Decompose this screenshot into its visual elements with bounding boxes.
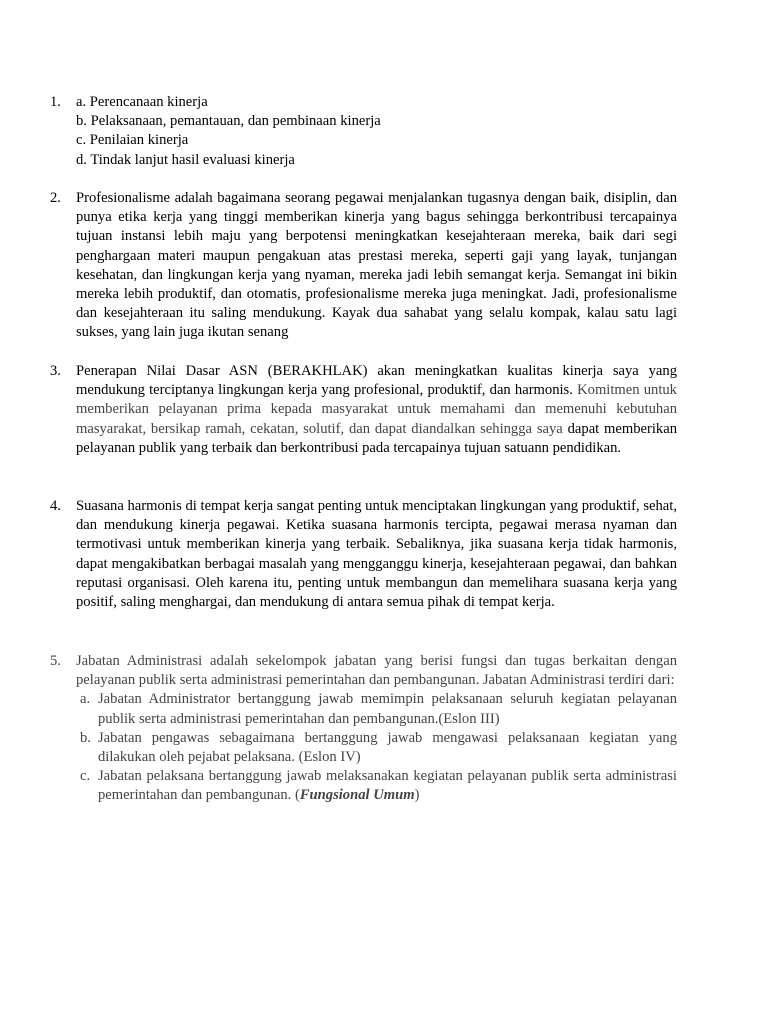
sub-item-text-main: Jabatan pelaksana bertanggung jawab melaksanakan kegiatan pelayanan publik serta administrasi pemerintahan dan pembangunan. (	[98, 768, 677, 804]
list-number: 1.	[50, 94, 61, 110]
list-item-1	[50, 93, 677, 170]
paragraph-text: dapat memberikan pelayanan publik yang terbaik dan berkontribusi pada tercapainya tujuan satuann pendidikan.	[76, 420, 677, 456]
sub-item-text: Jabatan Administrator bertanggung jawab memimpin pelaksanaan seluruh kegiatan pelayanan publik serta administrasi pemerintahan dan pembangunan.(Eslon III)	[98, 691, 677, 727]
paragraph: Jabatan Administrasi adalah sekelompok jabatan yang berisi fungsi dan tugas berkaitan dengan pelayanan publik serta administrasi pemerintahan dan pembangunan. Jabatan Administrasi terdiri dari:	[76, 653, 677, 689]
list-item-body	[76, 652, 677, 806]
list-item-body	[76, 93, 677, 170]
sub-letter: b.	[80, 729, 91, 746]
list-item-2	[50, 189, 677, 343]
paragraph: Suasana harmonis di tempat kerja sangat penting untuk menciptakan lingkungan yang produktif, sehat, dan mendukung kinerja pegawai. Ketika suasana harmonis tercipta, pegawai merasa nyaman dan termotivasi untuk memberikan kinerja yang terbaik. Sebaliknya, jika suasana kerja tidak harmonis, dapat mengakibatkan berbagai masalah yang mengganggu kinerja, kesejahteraan pegawai, dan bahkan reputasi organisasi. Oleh karena itu, penting untuk membangun dan memelihara suasana kerja yang positif, saling menghargai, dan mendukung di antara semua pihak di tempat kerja.	[76, 498, 677, 611]
list-item-3	[50, 362, 677, 458]
paragraph-text: Penerapan Nilai Dasar ASN (BERAKHLAK) akan meningkatkan kualitas kinerja saya yang mendukung terciptanya lingkungan kerja yang profesional, produktif, dan harmonis.	[76, 363, 677, 399]
list-number: 3.	[50, 363, 61, 379]
sub-item-c	[76, 767, 677, 805]
sub-item-b	[76, 729, 677, 767]
list-item-4	[50, 497, 677, 612]
sub-line: d. Tindak lanjut hasil evaluasi kinerja	[76, 151, 295, 168]
sub-item-text: Jabatan pengawas sebagaimana bertanggung jawab mengawasi pelaksanaan kegiatan yang dilakukan oleh pejabat pelaksana. (Eslon IV)	[98, 729, 677, 766]
list-item-5	[50, 652, 677, 806]
sub-letter: c.	[80, 768, 91, 785]
sub-line: a. Perencanaan kinerja	[76, 94, 208, 110]
sub-item-text	[98, 767, 677, 805]
paragraph-text-grey: Komitmen untuk memberikan pelayanan prima kepada masyarakat untuk memahami dan memenuhi kebutuhan masyarakat, bersikap ramah, cekatan, solutif, dan dapat diandalkan sehingga saya	[76, 382, 677, 437]
list-number: 4.	[50, 498, 61, 514]
paragraph	[76, 362, 677, 458]
emphasis-text: Fungsional Umum	[299, 787, 415, 804]
sub-item-a	[76, 690, 677, 728]
list-number: 5.	[50, 653, 61, 669]
sub-line: b. Pelaksanaan, pemantauan, dan pembinaan kinerja	[76, 113, 381, 130]
paragraph: Profesionalisme adalah bagaimana seorang pegawai menjalankan tugasnya dengan baik, disiplin, dan punya etika kerja yang tinggi memberikan kinerja yang bagus sehingga berkontribusi tercapainya tujuan instansi lebih maju yang berpotensi meningkatkan kesejahteraan mereka, baik dari segi penghargaan materi maupun pengakuan atas prestasi mereka, seperti gaji yang layak, tunjangan kesehatan, dan lingkungan kerja yang nyaman, mereka jadi lebih semangat kerja. Semangat ini bikin mereka lebih produktif, dan otomatis, profesionalisme mereka juga meningkat. Jadi, profesionalisme dan kesejahteraan itu saling mendukung. Kayak dua sahabat yang selalu kompak, kalau satu lagi sukses, yang lain juga ikutan senang	[76, 190, 677, 341]
sub-letter: a.	[80, 691, 91, 708]
sub-line: c. Penilaian kinerja	[76, 132, 189, 149]
list-number: 2.	[50, 190, 61, 206]
sub-item-text-suffix: )	[414, 787, 420, 804]
